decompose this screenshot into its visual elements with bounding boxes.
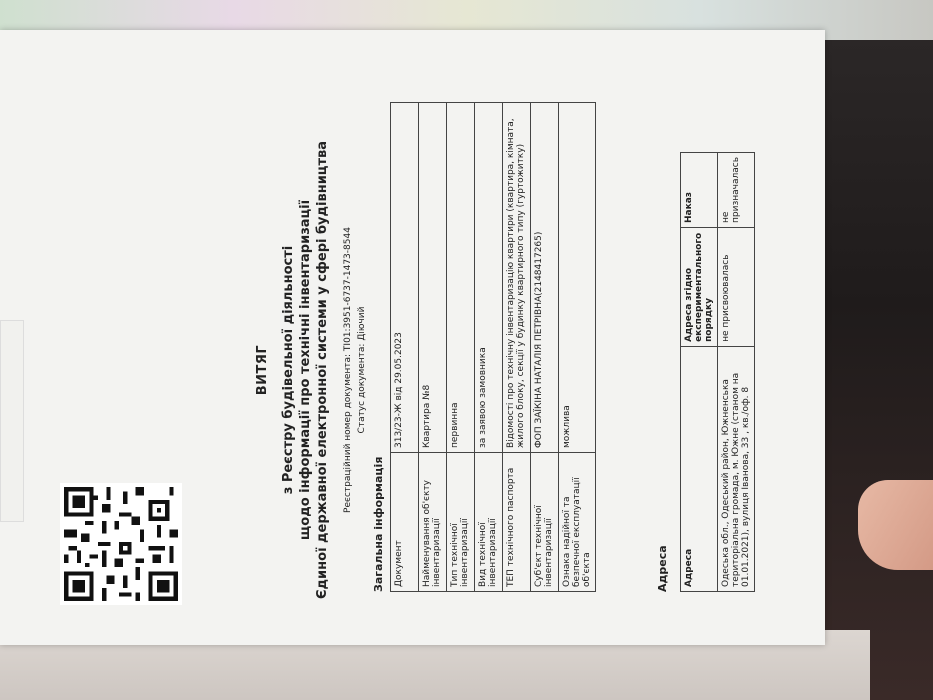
document-subtitle [280,110,331,630]
background-other-paper [0,320,24,522]
table-header-row [681,153,718,592]
document-meta [341,110,369,630]
row-value: ФОП ЗАЇКІНА НАТАЛІЯ ПЕТРІВНА(2148417265) [531,103,559,453]
column-header: Адреса згідно експериментального порядку [681,227,718,346]
table-row [503,103,531,592]
general-info-table [390,102,596,592]
document-header [255,110,369,630]
row-label: Ознака надійної та безпечної експлуатації об'єкта [559,453,596,592]
row-label: Суб'єкт технічної інвентаризації [531,453,559,592]
order-cell: не призначалась [718,153,755,228]
subtitle-line: щодо інформації про технічні інвентаризації [298,199,313,541]
background-foot [858,480,933,570]
table-row [419,103,447,592]
row-value: за заявою замовника [475,103,503,453]
row-label: Найменування об'єкту інвентаризації [419,453,447,592]
row-label: Вид технічної інвентаризації [475,453,503,592]
experimental-address-cell: не присвоювалась [718,227,755,346]
column-header: Адреса [681,346,718,591]
row-value: Відомості про технічну інвентаризацію квартири (квартира, кімната, жилого блоку, секції у будинку квартирного типу (гуртожитку) [503,103,531,453]
table-row [531,103,559,592]
table-row [475,103,503,592]
address-heading: Адреса [656,545,669,592]
table-row [718,153,755,592]
qr-code [60,483,182,605]
registry-number: Реєстраційний номер документа: ТІ01:3951-6737-1473-8544 [343,227,353,513]
address-table [680,152,755,592]
background-dark-cloth [820,40,933,700]
row-label: Документ [391,453,419,592]
row-value: можлива [559,103,596,453]
document-page [40,110,810,630]
row-value: Квартира №8 [419,103,447,453]
document-title: ВИТЯГ [255,344,270,396]
column-header: Наказ [681,153,718,228]
table-row [559,103,596,592]
subtitle-line: з Реєстру будівельної діяльності [281,245,296,495]
address-cell: Одеська обл., Одеський район, Южненська територіальна громада, м. Южне (станом на 01.01.2021), вулиця Іванова, 33 , кв./оф. 8 [718,346,755,591]
paper-sheet [0,30,825,645]
row-value: 313/23-Ж від 29.05.2023 [391,103,419,453]
document-status: Статус документа: Діючий [357,306,367,434]
table-row [391,103,419,592]
table-row [447,103,475,592]
subtitle-line: Єдиної державної електронної системи у сфері будівництва [315,141,330,599]
general-info-heading: Загальна інформація [372,456,385,592]
row-value: первинна [447,103,475,453]
row-label: Тип технічної інвентаризації [447,453,475,592]
row-label: ТЕП технічного паспорта [503,453,531,592]
